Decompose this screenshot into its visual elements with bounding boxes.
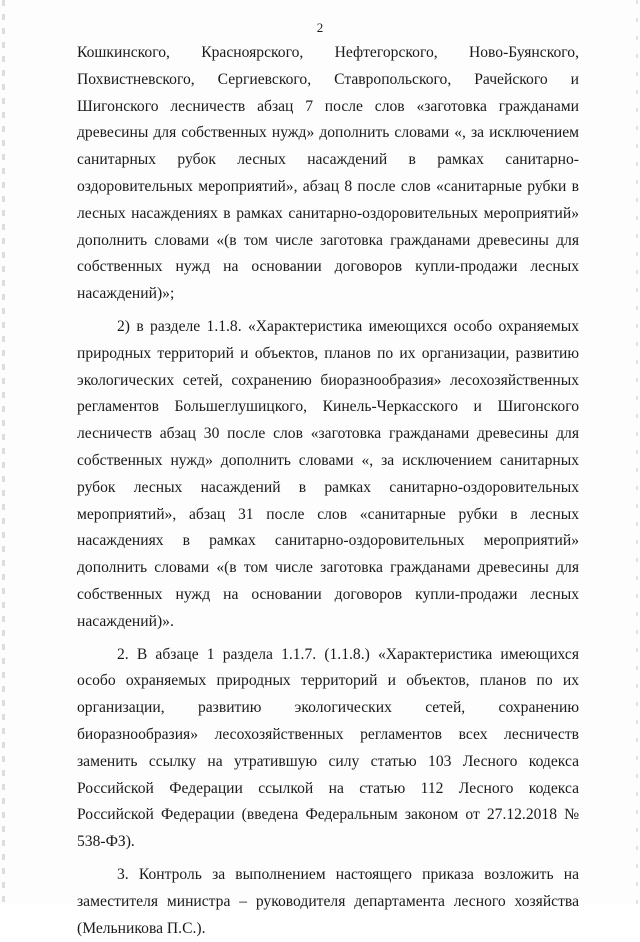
document-body bbox=[77, 40, 579, 942]
paragraph-continuation: Кошкинского, Красноярского, Нефтегорского, Ново-Буянского, Похвистневского, Сергиевского, Ставропольского, Рачейского и Шигонского лесничеств абзац 7 после слов «заготовка гражданами древесины для собственных нужд» дополнить словами «, за исключением санитарных рубок лесных насаждений в рамках санитарно-оздоровительных мероприятий», абзац 8 после слов «санитарные рубки в лесных насаждениях в рамках санитарно-оздоровительных мероприятий» дополнить словами «(в том числе заготовка гражданами древесины для собственных нужд на основании договоров купли-продажи лесных насаждений)»; bbox=[77, 44, 579, 303]
paragraph-point-2: 2. В абзаце 1 раздела 1.1.7. (1.1.8.) «Характеристика имеющихся особо охраняемых природных территорий и объектов, планов по их организации, развитию экологических сетей, сохранению биоразнообразия» лесохозяйственных регламентов всех лесничеств заменить ссылку на утратившую силу статью 103 Лесного кодекса Российской Федерации ссылкой на статью 112 Лесного кодекса Российской Федерации (введена Федеральным законом от 27.12.2018 № 538-ФЗ). bbox=[77, 645, 579, 851]
paragraph-item-2: 2) в разделе 1.1.8. «Характеристика имеющихся особо охраняемых природных территорий и объектов, планов по их организации, развитию экологических сетей, сохранению биоразнообразия» лесохозяйственных регламентов Большеглушицкого, Кинель-Черкасского и Шигонского лесничеств абзац 30 после слов «заготовка гражданами древесины для собственных нужд» дополнить словами «, за исключением санитарных рубок лесных насаждений в рамках санитарно-оздоровительных мероприятий», абзац 31 после слов «санитарные рубки в лесных насаждениях в рамках санитарно-оздоровительных мероприятий» дополнить словами «(в том числе заготовка гражданами древесины для собственных нужд на основании договоров купли-продажи лесных насаждений)». bbox=[77, 317, 579, 630]
paragraph-point-3: 3. Контроль за выполнением настоящего приказа возложить на заместителя министра – руководителя департамента лесного хозяйства (Мельникова П.С.). bbox=[77, 865, 579, 937]
scan-edge-left bbox=[2, 0, 5, 905]
scan-edge-right bbox=[636, 0, 638, 905]
page-number: 2 bbox=[316, 20, 324, 35]
